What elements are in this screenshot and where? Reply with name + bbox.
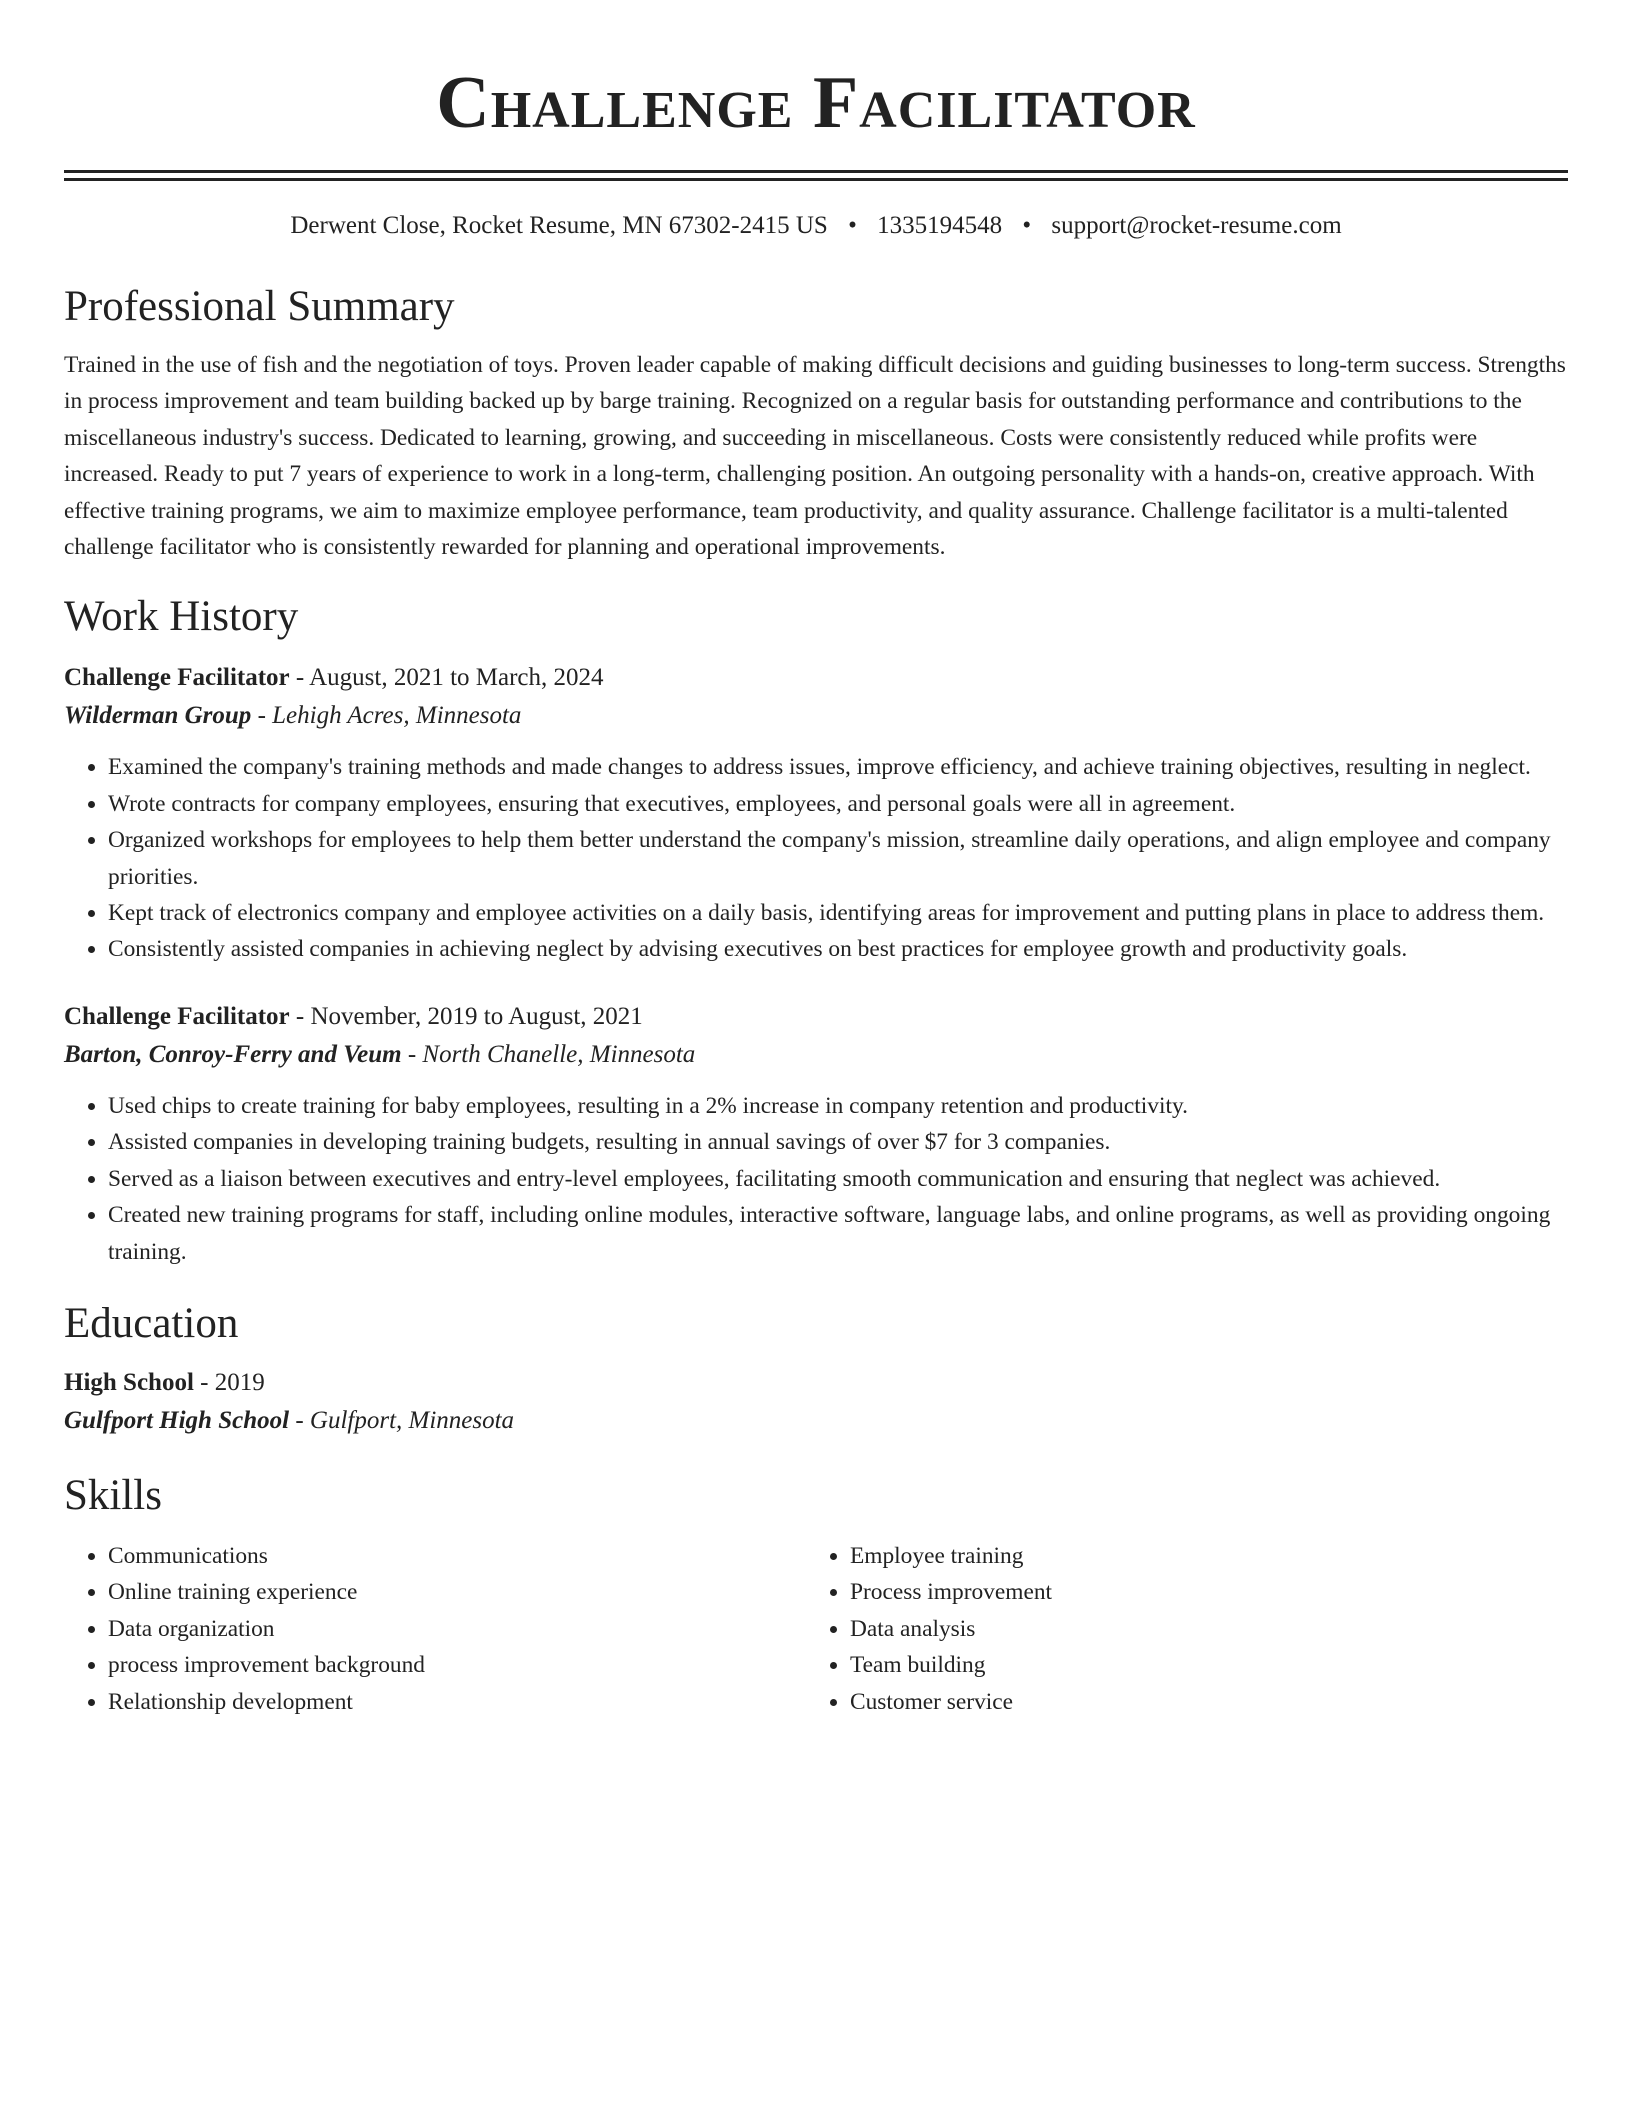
list-item: • Kept track of electronics company and employee activities on a daily basis, identifying areas for improvement and putting plans in place to address them. <box>108 895 1568 931</box>
job-company-line <box>64 697 1568 735</box>
section-title-summary: Professional Summary <box>64 283 455 330</box>
education-degree: High School <box>64 1368 194 1396</box>
skill-item: • Employee training <box>850 1538 1548 1574</box>
job-location: - North Chanelle, Minnesota <box>401 1040 696 1068</box>
skills-grid <box>64 1538 1568 1720</box>
skills-column-left <box>64 1538 806 1720</box>
education-entry <box>64 1364 1568 1440</box>
job-entry <box>64 998 1568 1270</box>
skill-item: • Relationship development <box>108 1684 806 1720</box>
job-company: Wilderman Group <box>64 702 252 730</box>
list-item: • Wrote contracts for company employees, ensuring that executives, employees, and personal goals were all in agreement. <box>108 786 1568 822</box>
education-year: - 2019 <box>193 1368 265 1396</box>
header-double-rule <box>64 170 1568 181</box>
list-item: • Created new training programs for staff, including online modules, interactive software, language labs, and online programs, as well as providing ongoing training. <box>108 1197 1568 1270</box>
list-item: • Consistently assisted companies in achieving neglect by advising executives on best practices for employee growth and productivity goals. <box>108 931 1568 967</box>
skill-item: • Team building <box>850 1647 1548 1683</box>
list-item: • Served as a liaison between executives and entry-level employees, facilitating smooth communication and ensuring that neglect was achieved. <box>108 1161 1568 1197</box>
skill-item: • Process improvement <box>850 1574 1548 1610</box>
education-location: - Gulfport, Minnesota <box>289 1406 515 1434</box>
education-degree-line <box>64 1364 1568 1402</box>
contact-address: Derwent Close, Rocket Resume, MN 67302-2415 US <box>290 212 828 239</box>
list-item: • Assisted companies in developing training budgets, resulting in annual savings of over $7 for 3 companies. <box>108 1124 1568 1160</box>
job-bullets <box>64 1088 1568 1270</box>
job-dates: - November, 2019 to August, 2021 <box>289 1002 643 1030</box>
job-company: Barton, Conroy-Ferry and Veum <box>64 1040 402 1068</box>
list-item: • Examined the company's training methods and made changes to address issues, improve efficiency, and achieve training objectives, resulting in neglect. <box>108 749 1568 785</box>
section-title-skills: Skills <box>64 1471 162 1519</box>
job-role: Challenge Facilitator <box>64 664 290 692</box>
skill-item: • process improvement background <box>108 1647 806 1683</box>
job-dates: - August, 2021 to March, 2024 <box>289 664 604 692</box>
contact-email: support@rocket-resume.com <box>1051 212 1342 239</box>
education-school-line <box>64 1402 1568 1440</box>
job-title-line <box>64 998 1568 1036</box>
contact-separator: • <box>848 212 857 239</box>
job-role: Challenge Facilitator <box>64 1002 290 1030</box>
job-entry <box>64 659 1568 967</box>
skill-item: • Online training experience <box>108 1574 806 1610</box>
skill-item: • Data analysis <box>850 1611 1548 1647</box>
skills-column-right <box>806 1538 1548 1720</box>
skill-item: • Data organization <box>108 1611 806 1647</box>
summary-text: Trained in the use of fish and the negotiation of toys. Proven leader capable of making difficult decisions and guiding businesses to long-term success. Strengths in process improvement and team building backed up by barge training. Recognized on a regular basis for outstanding performance and contributions to the miscellaneous industry's success. Dedicated to learning, growing, and succeeding in miscellaneous. Costs were consistently reduced while profits were increased. Ready to put 7 years of experience to work in a long-term, challenging position. An outgoing personality with a hands-on, creative approach. With effective training programs, we aim to maximize employee performance, team productivity, and quality assurance. Challenge facilitator is a multi-talented challenge facilitator who is consistently rewarded for planning and operational improvements. <box>64 352 1566 561</box>
job-location: - Lehigh Acres, Minnesota <box>251 702 522 730</box>
job-bullets <box>64 749 1568 967</box>
job-title-line <box>64 659 1568 697</box>
contact-line <box>64 209 1568 243</box>
list-item: • Used chips to create training for baby employees, resulting in a 2% increase in company retention and productivity. <box>108 1088 1568 1124</box>
education-school: Gulfport High School <box>64 1406 290 1434</box>
contact-phone: 1335194548 <box>877 212 1003 239</box>
resume-name: Challenge Facilitator <box>436 62 1196 144</box>
section-title-education: Education <box>64 1299 239 1347</box>
skill-item: • Communications <box>108 1538 806 1574</box>
skill-item: • Customer service <box>850 1684 1548 1720</box>
contact-separator: • <box>1022 212 1032 239</box>
job-company-line <box>64 1036 1568 1074</box>
list-item: • Organized workshops for employees to help them better understand the company's mission, streamline daily operations, and align employee and company priorities. <box>108 822 1568 895</box>
section-title-work-history: Work History <box>64 593 299 641</box>
